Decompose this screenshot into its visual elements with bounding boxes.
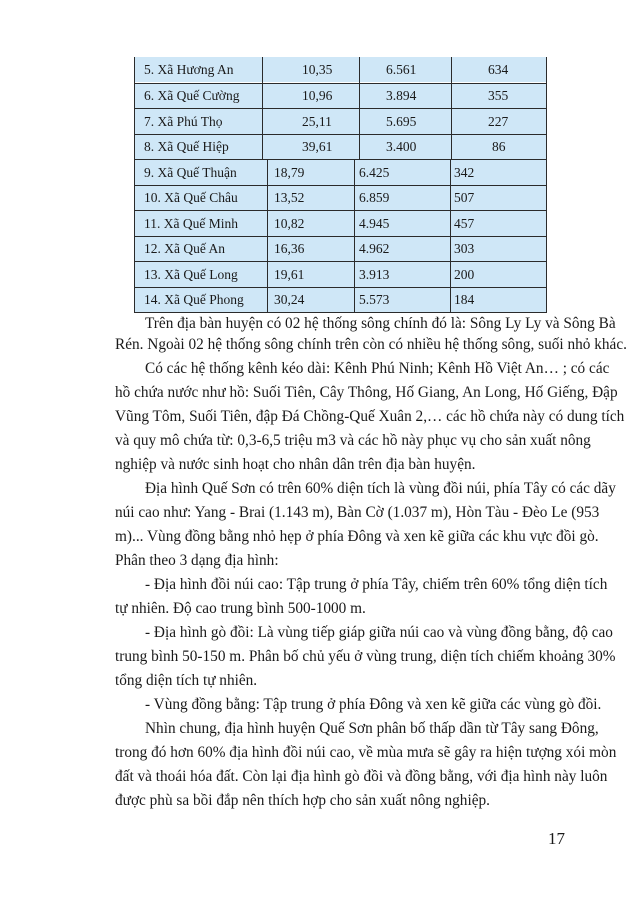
paragraph-line: trung bình 50-150 m. Phân bố chủ yếu ở vùng trung, diện tích chiếm khoảng 30% bbox=[115, 648, 616, 665]
population-value: 6.561 bbox=[386, 62, 417, 77]
population-value: 3.894 bbox=[386, 88, 417, 103]
table-row bbox=[134, 185, 546, 210]
population-value: 4.962 bbox=[359, 241, 390, 256]
commune-name: 11. Xã Quế Minh bbox=[144, 216, 238, 231]
paragraph-line: - Địa hình gò đồi: Là vùng tiếp giáp giữa núi cao và vùng đồng bằng, độ cao bbox=[145, 624, 613, 641]
commune-name: 8. Xã Quế Hiệp bbox=[144, 139, 229, 154]
table-divider bbox=[134, 210, 546, 211]
table-divider bbox=[134, 159, 546, 160]
area-value: 10,82 bbox=[274, 216, 305, 231]
table-divider bbox=[134, 57, 135, 313]
page-number: 17 bbox=[548, 829, 565, 848]
paragraph-line: hồ chứa nước như hồ: Suối Tiên, Cây Thông, Hố Giang, An Long, Hố Giếng, Đập bbox=[115, 384, 618, 401]
table-divider bbox=[267, 160, 268, 313]
population-value: 3.913 bbox=[359, 267, 390, 282]
table-row bbox=[134, 262, 546, 287]
paragraph-line: tự nhiên. Độ cao trung bình 500-1000 m. bbox=[115, 600, 366, 617]
paragraph-line: nghiệp và nước sinh hoạt cho nhân dân trên địa bàn huyện. bbox=[115, 456, 476, 473]
table-divider bbox=[134, 108, 546, 109]
paragraph-line: - Địa hình đồi núi cao: Tập trung ở phía Tây, chiếm trên 60% tổng diện tích bbox=[145, 576, 608, 593]
paragraph-line: núi cao như: Yang - Brai (1.143 m), Bàn Cờ (1.037 m), Hòn Tàu - Đèo Le (953 bbox=[115, 504, 600, 521]
table-divider bbox=[134, 236, 546, 237]
population-value: 6.425 bbox=[359, 165, 390, 180]
density-value: 355 bbox=[488, 88, 509, 103]
population-value: 5.695 bbox=[386, 114, 417, 129]
paragraph-line: Phân theo 3 dạng địa hình: bbox=[115, 552, 279, 569]
population-value: 5.573 bbox=[359, 292, 390, 307]
paragraph-line: trong đó hơn 60% địa hình đồi núi cao, về mùa mưa sẽ gây ra hiện tượng xói mòn bbox=[115, 744, 617, 761]
area-value: 18,79 bbox=[274, 165, 305, 180]
density-value: 634 bbox=[488, 62, 509, 77]
density-value: 200 bbox=[454, 267, 475, 282]
table-row bbox=[134, 109, 546, 134]
paragraph-line: Rén. Ngoài 02 hệ thống sông chính trên còn có nhiều hệ thống sông, suối nhỏ khác. bbox=[115, 336, 627, 353]
table-divider bbox=[134, 312, 546, 313]
table-row bbox=[134, 211, 546, 236]
paragraph-line: đất và thoái hóa đất. Còn lại địa hình gò đồi và đồng bằng, với địa hình này luôn bbox=[115, 768, 608, 785]
paragraph-line: Nhìn chung, địa hình huyện Quế Sơn phân bố thấp dần từ Tây sang Đông, bbox=[145, 720, 599, 737]
commune-name: 7. Xã Phú Thọ bbox=[144, 114, 223, 129]
table-divider bbox=[546, 57, 547, 313]
paragraph-line: Vũng Tôm, Suối Tiên, đập Đá Chồng-Quế Xuân 2,… các hồ chứa này có dung tích bbox=[115, 408, 625, 425]
paragraph-line: m)... Vùng đồng bằng nhỏ hẹp ở phía Đông và xen kẽ giữa các khu vực đồi gò. bbox=[115, 528, 599, 545]
table-row bbox=[134, 57, 546, 82]
paragraph-line: Có các hệ thống kênh kéo dài: Kênh Phú Ninh; Kênh Hồ Việt An… ; có các bbox=[145, 360, 610, 377]
table-divider bbox=[262, 57, 263, 160]
table-row bbox=[134, 160, 546, 185]
table-divider bbox=[134, 261, 546, 262]
table-divider bbox=[134, 83, 546, 84]
paragraph-line: - Vùng đồng bằng: Tập trung ở phía Đông và xen kẽ giữa các vùng gò đồi. bbox=[145, 696, 602, 713]
area-value: 19,61 bbox=[274, 267, 305, 282]
paragraph-line: được phù sa bồi đắp nên thích hợp cho sản xuất nông nghiệp. bbox=[115, 792, 490, 809]
density-value: 227 bbox=[488, 114, 509, 129]
table-row bbox=[134, 236, 546, 261]
table-row bbox=[134, 134, 546, 159]
table-divider bbox=[359, 57, 360, 160]
paragraph-line: tổng diện tích tự nhiên. bbox=[115, 672, 258, 689]
table-row bbox=[134, 287, 546, 312]
paragraph-line: và quy mô chứa từ: 0,3-6,5 triệu m3 và các hồ này phục vụ cho sản xuất nông bbox=[115, 432, 591, 449]
area-value: 10,35 bbox=[302, 62, 333, 77]
density-value: 342 bbox=[454, 165, 475, 180]
table-divider bbox=[134, 287, 546, 288]
area-value: 39,61 bbox=[302, 139, 333, 154]
table-divider bbox=[451, 57, 452, 160]
density-value: 457 bbox=[454, 216, 475, 231]
commune-name: 5. Xã Hương An bbox=[144, 62, 234, 77]
table-divider bbox=[134, 185, 546, 186]
density-value: 303 bbox=[454, 241, 475, 256]
commune-name: 14. Xã Quế Phong bbox=[144, 292, 244, 307]
commune-name: 9. Xã Quế Thuận bbox=[144, 165, 237, 180]
density-value: 184 bbox=[454, 292, 475, 307]
area-value: 13,52 bbox=[274, 190, 305, 205]
area-value: 25,11 bbox=[302, 114, 332, 129]
table-row bbox=[134, 83, 546, 108]
commune-name: 13. Xã Quế Long bbox=[144, 267, 238, 282]
commune-name: 6. Xã Quế Cường bbox=[144, 88, 240, 103]
table-divider bbox=[450, 160, 451, 313]
area-value: 10,96 bbox=[302, 88, 333, 103]
area-value: 30,24 bbox=[274, 292, 305, 307]
population-value: 3.400 bbox=[386, 139, 417, 154]
table-divider bbox=[354, 160, 355, 313]
commune-name: 12. Xã Quế An bbox=[144, 241, 225, 256]
commune-name: 10. Xã Quế Châu bbox=[144, 190, 238, 205]
population-value: 4.945 bbox=[359, 216, 390, 231]
table-divider bbox=[134, 134, 546, 135]
paragraph-line: Trên địa bàn huyện có 02 hệ thống sông chính đó là: Sông Ly Ly và Sông Bà bbox=[145, 315, 616, 332]
density-value: 507 bbox=[454, 190, 475, 205]
population-value: 6.859 bbox=[359, 190, 390, 205]
paragraph-line: Địa hình Quế Sơn có trên 60% diện tích là vùng đồi núi, phía Tây có các dãy bbox=[145, 480, 616, 497]
density-value: 86 bbox=[492, 139, 506, 154]
area-value: 16,36 bbox=[274, 241, 305, 256]
